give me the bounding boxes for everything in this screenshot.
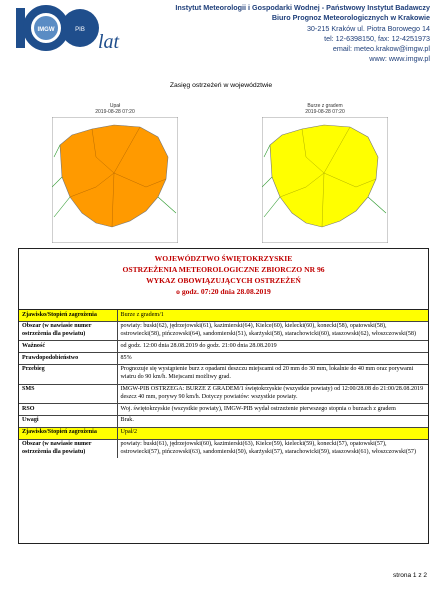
row-key: Ważność	[19, 341, 117, 353]
heading-list-title: WYKAZ OBOWIĄZUJĄCYCH OSTRZEŻEŃ	[146, 276, 301, 285]
warning-table	[19, 310, 428, 458]
svg-text:PIB: PIB	[75, 27, 85, 33]
row-key: Zjawisko/Stopień zagrożenia	[19, 427, 117, 439]
table-row	[19, 341, 428, 353]
row-value: 85%	[117, 353, 428, 365]
org-name: Instytut Meteorologii i Gospodarki Wodnej - Państwowy Instytut Badawczy	[175, 3, 430, 12]
table-row	[19, 384, 428, 404]
office-address: 30-215 Kraków ul. Piotra Borowego 14	[306, 23, 430, 33]
table-row	[19, 321, 428, 341]
row-key: Uwagi	[19, 415, 117, 427]
heading-issue-time: o godz. 07:20 dnia 28.08.2019	[176, 287, 271, 296]
heat-region-shape	[52, 117, 178, 243]
row-key: Obszar (w nawiasie numer ostrzeżenia dla powiatu)	[19, 321, 117, 341]
warning-document	[18, 248, 429, 544]
row-value: Burze z gradem/1	[117, 310, 428, 321]
page-number: strona 1 z 2	[393, 572, 427, 579]
office-name: Biuro Prognoz Meteorologicznych w Krakowie	[271, 13, 430, 23]
warning-heading	[19, 249, 428, 310]
table-row	[19, 364, 428, 384]
row-value: Upał/2	[117, 427, 428, 439]
row-value: powiaty: buski(61), jędrzejowski(60), kazimierski(63), Kielce(59), kielecki(59), konecki(57), opatowski(57), ostrowiecki(57), pińczowski(63), sandomierski(50), skarżyski(57), starachowicki(59), staszowski(61), włoszczowski(57)	[120, 441, 416, 455]
row-value: od godz. 12:00 dnia 28.08.2019 do godz. 21:00 dnia 28.08.2019	[117, 341, 428, 353]
row-key: Zjawisko/Stopień zagrożenia	[19, 310, 117, 321]
table-row	[19, 404, 428, 416]
imgw-100-lat-logo	[14, 4, 134, 56]
thunderstorm-warning-map	[262, 103, 388, 243]
map-label: Burze z gradem	[307, 103, 343, 109]
office-email: email: meteo.krakow@imgw.pl	[332, 44, 430, 54]
row-key: Obszar (w nawiasie numer ostrzeżenia dla powiatu)	[19, 439, 117, 458]
row-value: Woj. świętokrzyskie (wszystkie powiaty), IMGW-PIB wydał ostrzeżenie pierwszego stopnia o burzach z gradem	[117, 404, 428, 416]
row-value: Prognozuje się wystąpienie burz z opadami deszczu miejscami od 20 mm do 30 mm, lokalnie do 40 mm oraz porywami wiatru do 90 km/h. Miejscami możliwy grad.	[117, 364, 428, 384]
row-value: powiaty: buski(62), jędrzejowski(61), kazimierski(64), Kielce(60), kielecki(60), konecki(58), opatowski(58), ostrowiecki(58), pińczowski(64), sandomierski(51), skarżyski(58), starachowicki(60), staszowski(62), włoszczowski(58)	[117, 321, 428, 341]
office-phone: tel: 12-6398150, fax: 12-4251973	[324, 33, 430, 43]
table-row	[19, 427, 428, 439]
svg-text:lat: lat	[98, 31, 120, 53]
row-key: SMS	[19, 384, 117, 404]
table-row	[19, 353, 428, 365]
table-row	[19, 310, 428, 321]
svg-text:IMGW: IMGW	[37, 27, 55, 33]
office-website: www: www.imgw.pl	[369, 54, 430, 64]
map-date: 2019-08-28 07:20	[305, 109, 345, 115]
storm-region-shape	[262, 117, 388, 243]
map-date: 2019-08-28 07:20	[95, 109, 135, 115]
table-row	[19, 439, 428, 458]
row-key: Prawdopodobieństwo	[19, 353, 117, 365]
heading-summary: OSTRZEŻENIA METEOROLOGICZNE ZBIORCZO NR 96	[122, 265, 325, 274]
heading-region: WOJEWÓDZTWO ŚWIĘTOKRZYSKIE	[154, 254, 293, 263]
heat-warning-map	[52, 103, 178, 243]
row-value: Brak.	[117, 415, 428, 427]
organization-header	[160, 3, 430, 65]
maps-title: Zasięg ostrzeżeń w województwie	[169, 82, 273, 89]
row-value: IMGW-PIB OSTRZEGA: BURZE Z GRADEM/1 świętokrzyskie (wszystkie powiaty) od 12:00/28.08 do 21:00/28.08.2019 deszcz 40 mm, porywy 90 km/h. Dotyczy powiatów: wszystkie powiaty.	[117, 384, 428, 404]
row-key: Przebieg	[19, 364, 117, 384]
map-label: Upał	[109, 103, 121, 109]
row-key: RSO	[19, 404, 117, 416]
table-row	[19, 415, 428, 427]
